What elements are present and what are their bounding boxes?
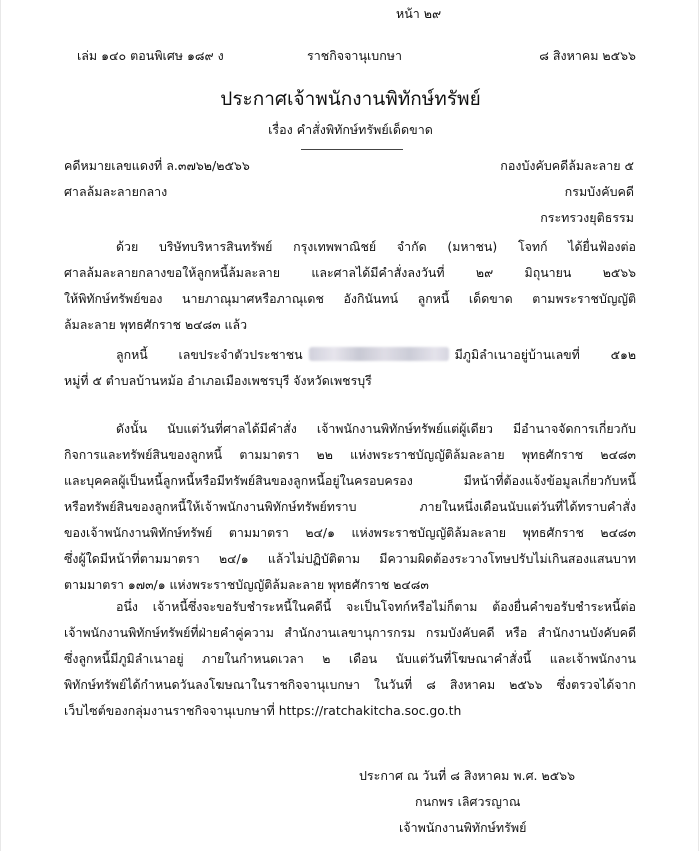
paragraph-petition	[64, 234, 636, 338]
publication-date: ๘ สิงหาคม ๒๕๖๖	[539, 48, 636, 63]
text-line: หมู่ที่ ๕ ตำบลบ้านหม้อ อำเภอเมืองเพชรบุรี จังหวัดเพชรบุรี	[64, 373, 372, 388]
signatory-position: เจ้าพนักงานพิทักษ์ทรัพย์	[399, 820, 527, 835]
court-name: ศาลล้มละลายกลาง	[64, 184, 168, 199]
ministry-name: กระทรวงยุติธรรม	[540, 210, 634, 225]
text-line: เจ้าพนักงานพิทักษ์ทรัพย์ที่ฝ่ายคำคู่ความ สำนักงานเลขานุการกรม กรมบังคับคดี หรือ สำนักงานบังคับคดี	[64, 625, 636, 640]
title-divider	[301, 149, 403, 150]
paragraph-debtor	[64, 342, 636, 394]
volume-issue: เล่ม ๑๔๐ ตอนพิเศษ ๑๘๙ ง	[77, 48, 224, 63]
text-line: ศาลล้มละลายกลางขอให้ลูกหนี้ล้มละลาย และศาลได้มีคำสั่งลงวันที่ ๒๙ มิถุนายน ๒๕๖๖	[64, 265, 636, 280]
gazette-name: ราชกิจจานุเบกษา	[307, 48, 403, 63]
text-line: และบุคคลผู้เป็นหนี้ลูกหนี้หรือมีทรัพย์สินของลูกหนี้อยู่ในครอบครอง มีหน้าที่ต้องแจ้งข้อมูลเกี่ยวกับหนี้	[64, 473, 636, 488]
text-line: ล้มละลาย พุทธศักราช ๒๔๘๓ แล้ว	[64, 317, 248, 332]
page-number: หน้า ๒๙	[396, 6, 442, 21]
text-line: กิจการและทรัพย์สินของลูกหนี้ ตามมาตรา ๒๒ แห่งพระราชบัญญัติล้มละลาย พุทธศักราช ๒๔๘๓	[64, 447, 636, 462]
department-name: กรมบังคับคดี	[564, 184, 634, 199]
case-number: คดีหมายเลขแดงที่ ล.๓๗๖๒/๒๕๖๖	[64, 158, 250, 173]
office-name: กองบังคับคดีล้มละลาย ๕	[500, 158, 634, 173]
debtor-id-label: ลูกหนี้ เลขประจำตัวประชาชน	[116, 347, 303, 362]
text-line: อนึ่ง เจ้าหนี้ซึ่งจะขอรับชำระหนี้ในคดีนี้ จะเป็นโจทก์หรือไม่ก็ตาม ต้องยื่นคำขอรับชำระหนี้ต่อ	[116, 599, 636, 614]
text-line: เว็บไซต์ของกลุ่มงานราชกิจจานุเบกษาที่ https://ratchakitcha.soc.go.th	[64, 703, 462, 718]
text-line: ด้วย บริษัทบริหารสินทรัพย์ กรุงเทพพาณิชย์ จำกัด (มหาชน) โจทก์ ได้ยื่นฟ้องต่อ	[116, 239, 636, 254]
text-line: ให้พิทักษ์ทรัพย์ของ นายภาณุมาศหรือภาณุเดช อังกินันทน์ ลูกหนี้ เด็ดขาด ตามพระราชบัญญัติ	[64, 291, 636, 306]
signatory-name: กนกพร เลิศวรญาณ	[415, 794, 521, 809]
text-line: พิทักษ์ทรัพย์ได้กำหนดวันลงโฆษณาในราชกิจจานุเบกษา ในวันที่ ๘ สิงหาคม ๒๕๖๖ ซึ่งตรวจได้จาก	[64, 677, 636, 692]
announcement-subject: เรื่อง คำสั่งพิทักษ์ทรัพย์เด็ดขาด	[268, 122, 433, 137]
debtor-address-label: มีภูมิลำเนาอยู่บ้านเลขที่ ๕๑๒	[454, 347, 636, 362]
text-line: ของเจ้าพนักงานพิทักษ์ทรัพย์ ตามมาตรา ๒๔/๑ แห่งพระราชบัญญัติล้มละลาย พุทธศักราช ๒๔๘๓	[64, 525, 636, 540]
announcement-date: ประกาศ ณ วันที่ ๘ สิงหาคม พ.ศ. ๒๕๖๖	[359, 768, 576, 783]
text-line: ตามมาตรา ๑๗๓/๑ แห่งพระราชบัญญัติล้มละลาย พุทธศักราช ๒๔๘๓	[64, 577, 429, 592]
text-line: หรือทรัพย์สินของลูกหนี้ให้เจ้าพนักงานพิทักษ์ทรัพย์ทราบ ภายในหนึ่งเดือนนับแต่วันที่ได้ทราบคำสั่ง	[64, 499, 636, 514]
redacted-id-number	[309, 347, 449, 361]
paragraph-creditors	[64, 594, 636, 724]
announcement-title: ประกาศเจ้าพนักงานพิทักษ์ทรัพย์	[220, 88, 481, 110]
paragraph-duties	[64, 416, 636, 598]
text-line: ดังนั้น นับแต่วันที่ศาลได้มีคำสั่ง เจ้าพนักงานพิทักษ์ทรัพย์แต่ผู้เดียว มีอำนาจจัดการเกี่ยวกับ	[116, 421, 636, 436]
text-line: ซึ่งผู้ใดมีหน้าที่ตามมาตรา ๒๔/๑ แล้วไม่ปฏิบัติตาม มีความผิดต้องระวางโทษปรับไม่เกินสองแสนบาท	[64, 551, 636, 566]
text-line: ซึ่งลูกหนี้มีภูมิลำเนาอยู่ ภายในกำหนดเวลา ๒ เดือน นับแต่วันที่โฆษณาคำสั่งนี้ และเจ้าพนักงาน	[64, 651, 636, 666]
text-line	[64, 342, 636, 368]
